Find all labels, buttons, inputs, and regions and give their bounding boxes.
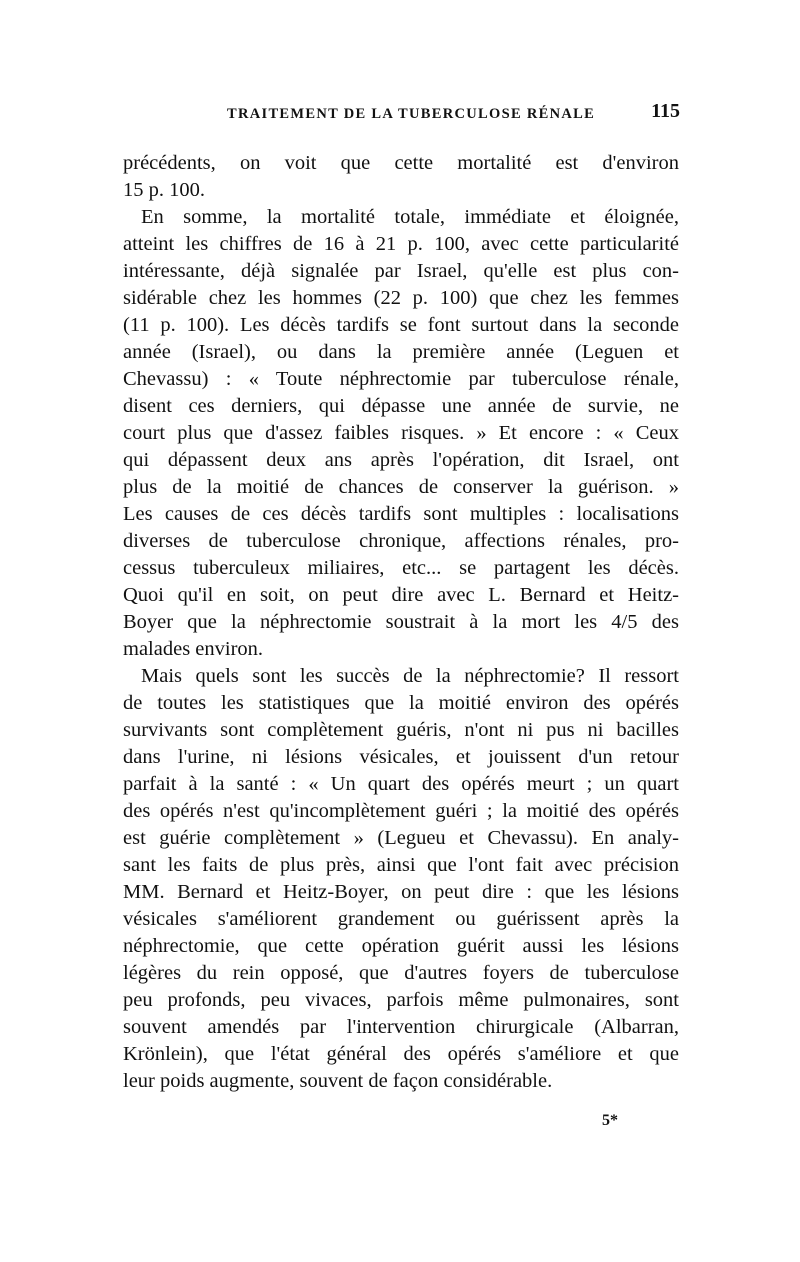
running-title: TRAITEMENT DE LA TUBERCULOSE RÉNALE — [227, 106, 596, 122]
text-line: MM. Bernard et Heitz-Boyer, on peut dire : que les lésions — [123, 881, 679, 903]
text-line: En somme, la mortalité totale, immédiate et éloignée, — [141, 206, 679, 228]
text-line: Krönlein), que l'état général des opérés s'améliore et que — [123, 1043, 679, 1065]
text-line: disent ces derniers, qui dépasse une année de survie, ne — [123, 395, 679, 417]
text-line: est guérie complètement » (Legueu et Chevassu). En analy- — [123, 827, 679, 849]
text-line: plus de la moitié de chances de conserver la guérison. » — [123, 476, 679, 498]
text-line: sant les faits de plus près, ainsi que l'ont fait avec précision — [123, 854, 679, 876]
text-line: souvent amendés par l'intervention chirurgicale (Albarran, — [123, 1016, 679, 1038]
signature-mark: 5* — [602, 1112, 618, 1129]
text-line: malades environ. — [123, 638, 264, 660]
text-line: Chevassu) : « Toute néphrectomie par tuberculose rénale, — [123, 368, 679, 390]
page-number: 115 — [651, 100, 680, 122]
text-line: intéressante, déjà signalée par Israel, qu'elle est plus con- — [123, 260, 679, 282]
text-line: précédents, on voit que cette mortalité est d'environ — [123, 152, 679, 174]
text-line: année (Israel), ou dans la première année (Leguen et — [123, 341, 679, 363]
page-header — [132, 100, 680, 130]
text-line: cessus tuberculeux miliaires, etc... se partagent les décès. — [123, 557, 679, 579]
text-line: néphrectomie, que cette opération guérit aussi les lésions — [123, 935, 679, 957]
text-line: (11 p. 100). Les décès tardifs se font surtout dans la seconde — [123, 314, 679, 336]
text-line: Quoi qu'il en soit, on peut dire avec L. Bernard et Heitz- — [123, 584, 679, 606]
text-line: diverses de tuberculose chronique, affections rénales, pro- — [123, 530, 679, 552]
text-line: 15 p. 100. — [123, 179, 205, 201]
text-line: sidérable chez les hommes (22 p. 100) que chez les femmes — [123, 287, 679, 309]
text-line: court plus que d'assez faibles risques. » Et encore : « Ceux — [123, 422, 679, 444]
text-line: atteint les chiffres de 16 à 21 p. 100, avec cette particularité — [123, 233, 679, 255]
text-line: vésicales s'améliorent grandement ou guérissent après la — [123, 908, 679, 930]
text-line: parfait à la santé : « Un quart des opérés meurt ; un quart — [123, 773, 679, 795]
text-line: légères du rein opposé, que d'autres foyers de tuberculose — [123, 962, 679, 984]
text-line: leur poids augmente, souvent de façon considérable. — [123, 1070, 553, 1092]
text-line: qui dépassent deux ans après l'opération, dit Israel, ont — [123, 449, 679, 471]
text-line: de toutes les statistiques que la moitié environ des opérés — [123, 692, 679, 714]
text-line: survivants sont complètement guéris, n'ont ni pus ni bacilles — [123, 719, 679, 741]
text-line: Les causes de ces décès tardifs sont multiples : localisations — [123, 503, 679, 525]
text-line: dans l'urine, ni lésions vésicales, et jouissent d'un retour — [123, 746, 679, 768]
text-line: Boyer que la néphrectomie soustrait à la mort les 4/5 des — [123, 611, 679, 633]
text-line: peu profonds, peu vivaces, parfois même pulmonaires, sont — [123, 989, 679, 1011]
body-text — [123, 150, 679, 1095]
text-line: des opérés n'est qu'incomplètement guéri ; la moitié des opérés — [123, 800, 679, 822]
text-line: Mais quels sont les succès de la néphrectomie? Il ressort — [141, 665, 679, 687]
